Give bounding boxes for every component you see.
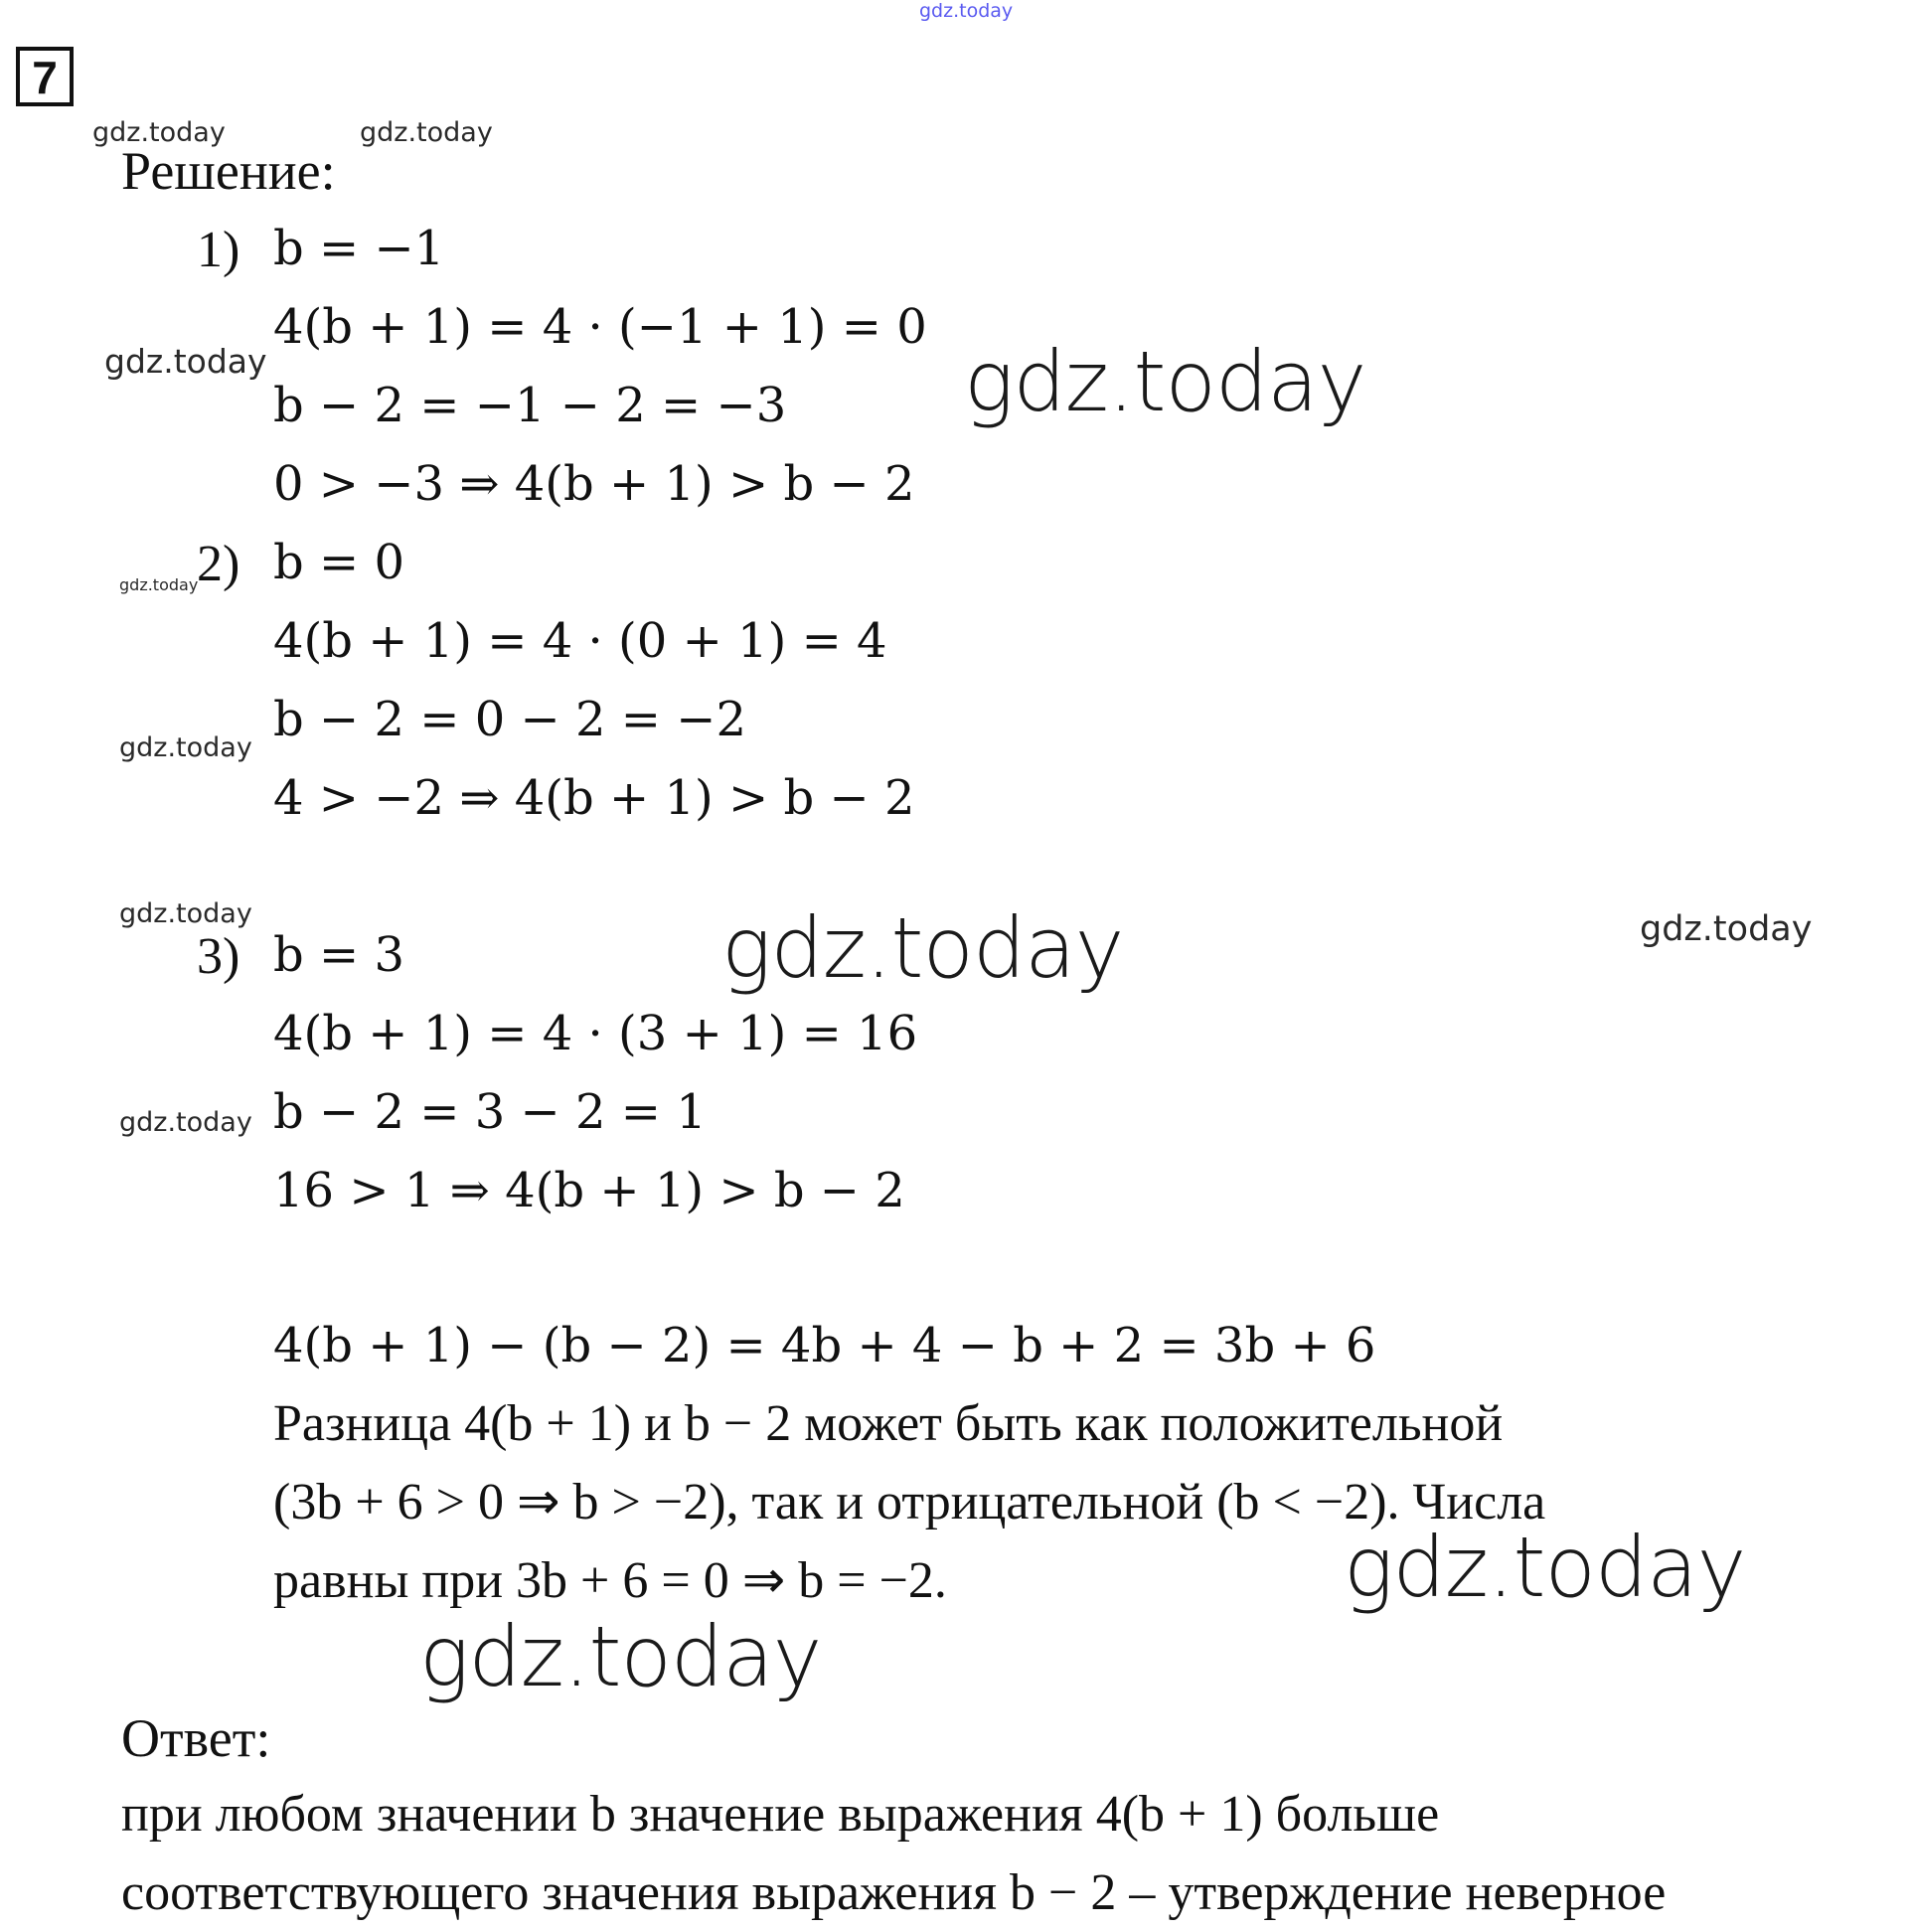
watermark-large: gdz.today xyxy=(1344,1519,1746,1616)
case-2-line-4: 4 > −2 ⇒ 4(b + 1) > b − 2 xyxy=(273,770,915,826)
case-1-label: 1) xyxy=(197,222,240,278)
explanation-line-3: равны при 3b + 6 = 0 ⇒ b = −2. xyxy=(273,1552,947,1609)
watermark-small: gdz.today xyxy=(104,342,267,381)
case-3-label: 3) xyxy=(197,928,240,985)
case-2-label: 2) xyxy=(197,536,240,592)
case-1-line-3: b − 2 = −1 − 2 = −3 xyxy=(273,378,787,433)
watermark-small: gdz.today xyxy=(119,732,252,763)
case-2-line-2: 4(b + 1) = 4 · (0 + 1) = 4 xyxy=(273,613,887,669)
case-2-line-3: b − 2 = 0 − 2 = −2 xyxy=(273,692,747,747)
watermark-large: gdz.today xyxy=(721,899,1124,997)
explanation-line-2: (3b + 6 > 0 ⇒ b > −2), так и отрицательной (b < −2). Числа xyxy=(273,1474,1546,1530)
watermark-small: gdz.today xyxy=(119,898,252,929)
case-3-line-4: 16 > 1 ⇒ 4(b + 1) > b − 2 xyxy=(273,1163,905,1218)
case-3-line-3: b − 2 = 3 − 2 = 1 xyxy=(273,1084,707,1140)
watermark-large: gdz.today xyxy=(964,333,1366,430)
watermark-tiny: gdz.today xyxy=(119,575,199,594)
case-3-line-2: 4(b + 1) = 4 · (3 + 1) = 16 xyxy=(273,1006,918,1061)
solution-heading: Решение: xyxy=(121,141,336,201)
case-1-line-1: b = −1 xyxy=(273,221,445,276)
task-number-box: 7 xyxy=(16,47,74,106)
answer-line-1: при любом значении b значение выражения 4(b + 1) больше xyxy=(121,1786,1440,1843)
watermark-top: gdz.today xyxy=(919,0,1014,22)
case-1-line-4: 0 > −3 ⇒ 4(b + 1) > b − 2 xyxy=(273,456,915,512)
case-2-line-1: b = 0 xyxy=(273,535,404,590)
watermark-small: gdz.today xyxy=(360,117,493,148)
case-1-line-2: 4(b + 1) = 4 · (−1 + 1) = 0 xyxy=(273,299,927,355)
explanation-line-1: Разница 4(b + 1) и b − 2 может быть как положительной xyxy=(273,1395,1504,1452)
answer-line-2: соответствующего значения выражения b − 2 – утверждение неверное xyxy=(121,1864,1667,1921)
difference-line: 4(b + 1) − (b − 2) = 4b + 4 − b + 2 = 3b + 6 xyxy=(273,1318,1376,1373)
watermark-small: gdz.today xyxy=(119,1107,252,1138)
watermark-small: gdz.today xyxy=(92,117,226,148)
watermark-small: gdz.today xyxy=(1640,909,1813,949)
case-3-line-1: b = 3 xyxy=(273,927,404,983)
watermark-large: gdz.today xyxy=(419,1608,822,1705)
answer-heading: Ответ: xyxy=(121,1708,271,1768)
